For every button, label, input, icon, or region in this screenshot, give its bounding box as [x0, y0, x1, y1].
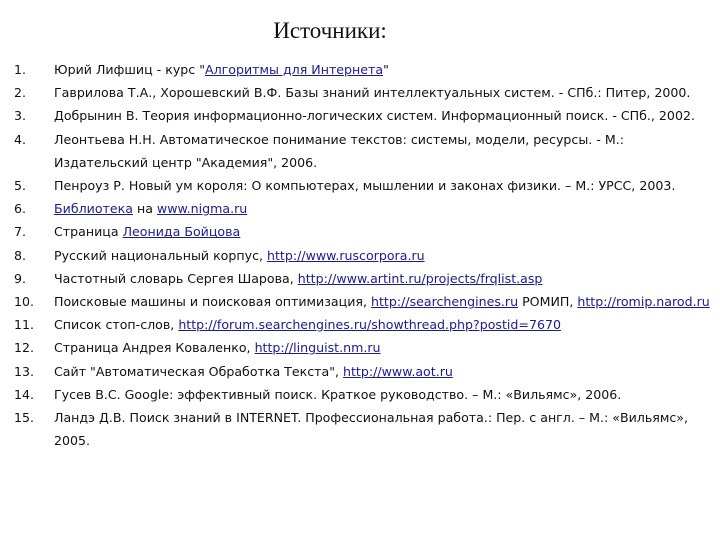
reference-item: [14, 290, 714, 313]
reference-text: Частотный словарь Сергея Шарова,: [54, 270, 298, 286]
reference-item: [14, 336, 714, 359]
reference-item: [14, 128, 714, 174]
reference-number: 2.: [14, 85, 27, 101]
reference-number: 9.: [14, 270, 27, 286]
reference-number: 13.: [14, 363, 35, 379]
reference-link[interactable]: www.nigma.ru: [156, 201, 248, 217]
reference-number: 3.: [14, 108, 27, 124]
reference-number: 4.: [14, 131, 27, 147]
reference-text: Гусев В.С. Google: эффективный поиск. Краткое руководство. – М.: «Вильямс», 2006.: [54, 386, 622, 402]
reference-link[interactable]: http://www.ruscorpora.ru: [267, 247, 425, 263]
reference-item: [14, 104, 714, 127]
reference-item: [14, 174, 714, 197]
reference-link[interactable]: http://searchengines.ru: [370, 294, 519, 310]
reference-number: 14.: [14, 386, 35, 402]
reference-link[interactable]: Алгоритмы для Интернета: [205, 62, 384, 77]
reference-item: [14, 81, 714, 104]
reference-text: Русский национальный корпус,: [54, 247, 267, 263]
reference-text: Список стоп-слов,: [54, 317, 179, 333]
reference-link[interactable]: http://www.artint.ru/projects/frqlist.asp: [297, 270, 543, 286]
page-title: [0, 18, 720, 44]
reference-number: 5.: [14, 178, 27, 194]
reference-item: [14, 220, 714, 243]
reference-text: Леонтьева Н.Н. Автоматическое понимание текстов: системы, модели, ресурсы. - М.: Издательский центр "Академия", 2006.: [54, 131, 624, 170]
reference-item: [14, 58, 714, 81]
reference-item: [14, 383, 714, 406]
reference-number: 1.: [14, 62, 27, 77]
reference-item: [14, 313, 714, 336]
reference-text: Юрий Лифшиц - курс ": [54, 62, 205, 77]
reference-item: [14, 267, 714, 290]
reference-number: 10.: [14, 294, 35, 310]
reference-link[interactable]: http://romip.narod.ru: [577, 294, 710, 310]
reference-text: ": [383, 62, 389, 77]
reference-link[interactable]: http://www.aot.ru: [343, 363, 453, 379]
page-title-text: Источники:: [273, 18, 387, 43]
reference-link[interactable]: Леонида Бойцова: [122, 224, 241, 240]
reference-number: 11.: [14, 317, 35, 333]
reference-number: 8.: [14, 247, 27, 263]
reference-text: Страница: [54, 224, 123, 240]
reference-link[interactable]: http://forum.searchengines.ru/showthread.php?postid=7670: [178, 317, 561, 333]
reference-text: Страница Андрея Коваленко,: [54, 340, 255, 356]
reference-text: Добрынин В. Теория информационно-логических систем. Информационный поиск. - СПб., 2002.: [54, 108, 695, 124]
reference-text: Поисковые машины и поисковая оптимизация,: [54, 294, 371, 310]
reference-link[interactable]: http://linguist.nm.ru: [254, 340, 381, 356]
reference-item: [14, 197, 714, 220]
reference-item: [14, 360, 714, 383]
reference-number: 6.: [14, 201, 27, 217]
reference-number: 7.: [14, 224, 27, 240]
reference-number: 15.: [14, 410, 35, 426]
reference-text: Сайт "Автоматическая Обработка Текста",: [54, 363, 344, 379]
reference-link[interactable]: Библиотека: [54, 201, 133, 217]
reference-text: РОМИП,: [518, 294, 578, 310]
reference-text: Ландэ Д.В. Поиск знаний в INTERNET. Профессиональная работа.: Пер. с англ. – М.: «Вильямс», 2005.: [54, 410, 688, 449]
reference-text: Пенроуз Р. Новый ум короля: О компьютерах, мышлении и законах физики. – М.: УРСС, 2003.: [54, 178, 676, 194]
reference-list: [14, 58, 714, 452]
reference-text: Гаврилова Т.А., Хорошевский В.Ф. Базы знаний интеллектуальных систем. - СПб.: Питер, 2000.: [54, 85, 691, 101]
reference-item: [14, 244, 714, 267]
reference-number: 12.: [14, 340, 35, 356]
reference-text: на: [132, 201, 157, 217]
reference-item: [14, 406, 714, 452]
